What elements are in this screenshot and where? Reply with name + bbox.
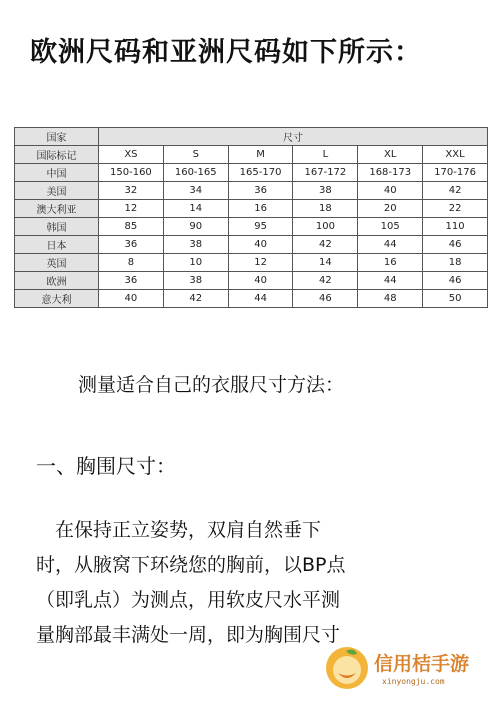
- size-value-cell: 36: [228, 182, 293, 200]
- size-value-cell: 165-170: [228, 164, 293, 182]
- size-value-cell: 44: [358, 272, 423, 290]
- size-value-cell: 12: [228, 254, 293, 272]
- size-value-cell: 36: [99, 272, 164, 290]
- size-value-cell: 32: [99, 182, 164, 200]
- table-row: [15, 272, 488, 290]
- size-value-cell: 34: [163, 182, 228, 200]
- intl-label-cell: 国际标记: [15, 146, 99, 164]
- country-cell: 意大利: [15, 290, 99, 308]
- size-value-cell: 40: [358, 182, 423, 200]
- table-header-row: [15, 128, 488, 146]
- size-value-cell: 167-172: [293, 164, 358, 182]
- size-value-cell: 110: [423, 218, 488, 236]
- size-value-cell: 40: [99, 290, 164, 308]
- paragraph-line: （即乳点）为测点，用软皮尺水平测: [36, 589, 341, 611]
- table-row: [15, 146, 488, 164]
- size-value-cell: 36: [99, 236, 164, 254]
- size-value-cell: 90: [163, 218, 228, 236]
- paragraph-line: 量胸部最丰满处一周，即为胸围尺寸: [36, 624, 341, 646]
- size-value-cell: 46: [423, 236, 488, 254]
- size-value-cell: 14: [293, 254, 358, 272]
- size-value-cell: 40: [228, 236, 293, 254]
- size-value-cell: 48: [358, 290, 423, 308]
- size-value-cell: 16: [228, 200, 293, 218]
- method-subtitle: 测量适合自己的衣服尺寸方法：: [78, 374, 345, 396]
- size-value-cell: 150-160: [99, 164, 164, 182]
- size-value-cell: 38: [163, 272, 228, 290]
- table-row: [15, 254, 488, 272]
- size-value-cell: 10: [163, 254, 228, 272]
- intl-size-cell: XL: [358, 146, 423, 164]
- table-row: [15, 200, 488, 218]
- size-value-cell: 85: [99, 218, 164, 236]
- table-row: [15, 290, 488, 308]
- size-value-cell: 42: [293, 236, 358, 254]
- size-value-cell: 42: [423, 182, 488, 200]
- country-cell: 澳大利亚: [15, 200, 99, 218]
- size-value-cell: 42: [293, 272, 358, 290]
- size-value-cell: 168-173: [358, 164, 423, 182]
- size-value-cell: 46: [293, 290, 358, 308]
- size-value-cell: 95: [228, 218, 293, 236]
- size-value-cell: 44: [228, 290, 293, 308]
- size-value-cell: 42: [163, 290, 228, 308]
- country-cell: 欧洲: [15, 272, 99, 290]
- section-heading: 一、胸围尺寸：: [36, 454, 176, 478]
- intl-size-cell: XS: [99, 146, 164, 164]
- country-cell: 美国: [15, 182, 99, 200]
- table-row: [15, 236, 488, 254]
- paragraph-line: 在保持正立姿势，双肩自然垂下: [36, 519, 322, 541]
- watermark-url: xinyongju.com: [382, 677, 445, 686]
- size-value-cell: 46: [423, 272, 488, 290]
- country-cell: 英国: [15, 254, 99, 272]
- size-header: 尺寸: [99, 128, 488, 146]
- size-value-cell: 100: [293, 218, 358, 236]
- size-value-cell: 170-176: [423, 164, 488, 182]
- corner-header: 国家: [15, 128, 99, 146]
- page-title: 欧洲尺码和亚洲尺码如下所示：: [30, 37, 422, 68]
- chest-measure-paragraph: [36, 513, 466, 653]
- country-cell: 日本: [15, 236, 99, 254]
- intl-size-cell: S: [163, 146, 228, 164]
- size-value-cell: 18: [293, 200, 358, 218]
- size-value-cell: 50: [423, 290, 488, 308]
- size-value-cell: 160-165: [163, 164, 228, 182]
- size-value-cell: 8: [99, 254, 164, 272]
- paragraph-line: 时，从腋窝下环绕您的胸前，以BP点: [36, 554, 346, 576]
- size-value-cell: 38: [163, 236, 228, 254]
- size-value-cell: 14: [163, 200, 228, 218]
- size-value-cell: 38: [293, 182, 358, 200]
- table-row: [15, 218, 488, 236]
- size-value-cell: 18: [423, 254, 488, 272]
- intl-size-cell: L: [293, 146, 358, 164]
- size-value-cell: 12: [99, 200, 164, 218]
- watermark-name: 信用桔手游: [374, 653, 470, 675]
- size-value-cell: 22: [423, 200, 488, 218]
- table-row: [15, 164, 488, 182]
- country-cell: 中国: [15, 164, 99, 182]
- table-row: [15, 182, 488, 200]
- intl-size-cell: M: [228, 146, 293, 164]
- watermark: [324, 645, 494, 701]
- size-value-cell: 40: [228, 272, 293, 290]
- orange-logo-icon: [324, 645, 370, 691]
- size-chart-table: [14, 127, 488, 308]
- country-cell: 韩国: [15, 218, 99, 236]
- size-value-cell: 44: [358, 236, 423, 254]
- size-value-cell: 20: [358, 200, 423, 218]
- size-value-cell: 105: [358, 218, 423, 236]
- size-value-cell: 16: [358, 254, 423, 272]
- intl-size-cell: XXL: [423, 146, 488, 164]
